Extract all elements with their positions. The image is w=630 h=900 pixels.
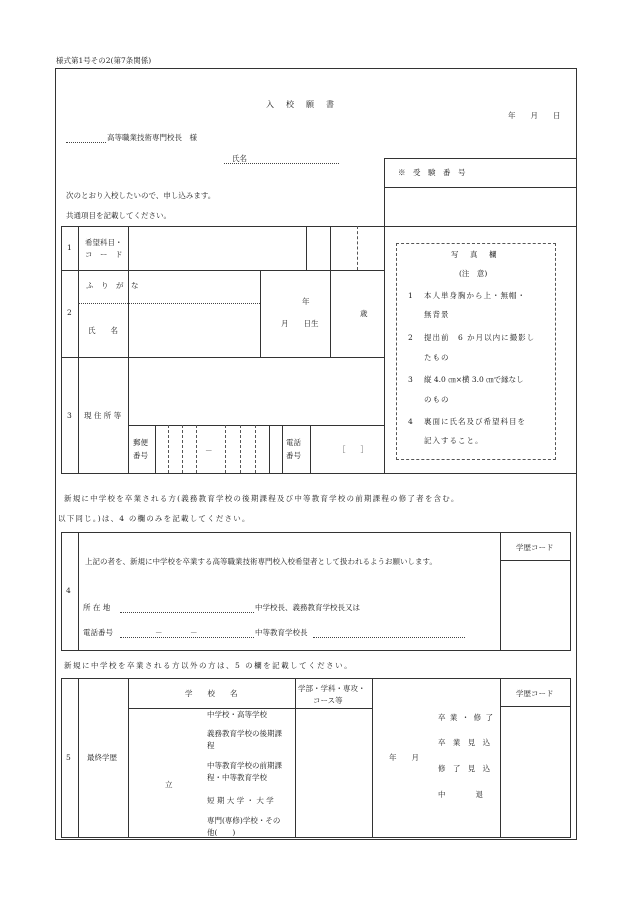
- applicant-name-label: 氏名: [232, 154, 247, 163]
- phone-label-b: 番号: [286, 451, 301, 460]
- school-type-5-line-2[interactable]: 他( ): [207, 828, 236, 837]
- section-5-number: 5: [66, 753, 71, 762]
- furigana-label: ふ り が な: [86, 281, 139, 290]
- photo-item-2-num: 2: [408, 333, 413, 342]
- addressee-label: 高等職業技術専門校長 様: [107, 133, 197, 142]
- postal-label-b: 番号: [133, 451, 148, 460]
- status-withdrawn[interactable]: 中 退: [438, 790, 483, 799]
- photo-item-3-line-2: のもの: [424, 395, 450, 404]
- school-name-header: 学 校 名: [185, 689, 238, 698]
- desired-course-label-a: 希望科目・: [85, 238, 123, 247]
- school-phone-dash-1: －: [155, 628, 163, 637]
- section-4-code-label: 学歴コード: [516, 543, 554, 552]
- photo-item-1-line-2: 無背景: [424, 310, 450, 319]
- birth-year-label[interactable]: 年: [302, 297, 310, 306]
- status-expected-graduation[interactable]: 卒 業 見 込: [438, 738, 493, 747]
- photo-item-2-line-1: 提出前 6 か月以内に撮影し: [424, 333, 536, 342]
- photo-item-1-line-1: 本人単身胸から上・無帽・: [424, 291, 526, 300]
- form-title: 入 校 願 書: [266, 100, 336, 109]
- photo-item-4-line-1: 裏面に氏名及び希望科目を: [424, 417, 526, 426]
- department-header-1: 学部・学科・専攻・: [298, 684, 366, 693]
- school-phone-dash-2: －: [190, 628, 198, 637]
- applicant-name-line[interactable]: [224, 163, 339, 164]
- section-1-number: 1: [67, 243, 72, 252]
- phone-label-a: 電話: [286, 438, 301, 447]
- exam-number-label: ※ 受 験 番 号: [398, 168, 466, 177]
- notice-5: 新規に中学校を卒業される方以外の方は、5 の欄を記載してください。: [64, 661, 354, 670]
- photo-item-1-num: 1: [408, 291, 413, 300]
- furigana-field[interactable]: [130, 272, 258, 301]
- section-3-number: 3: [67, 411, 72, 420]
- school-name-blank[interactable]: [66, 142, 106, 143]
- status-graduated[interactable]: 卒 業 ・ 修 了: [438, 713, 495, 722]
- school-type-1[interactable]: 中学校・高等学校: [207, 710, 267, 719]
- photo-item-3-line-1: 縦 4.0 ㎝×横 3.0 ㎝で縁なし: [424, 375, 524, 384]
- age-label[interactable]: 歳: [360, 309, 368, 318]
- school-type-5-line-1[interactable]: 専門(専修)学校・その: [207, 816, 281, 825]
- section-4-code-field[interactable]: [502, 562, 570, 650]
- department-field[interactable]: [297, 710, 370, 837]
- school-address-label: 所 在 地: [83, 603, 111, 612]
- application-date[interactable]: 年 月 日: [508, 111, 561, 120]
- school-type-4[interactable]: 短 期 大 学 ・ 大 学: [207, 796, 274, 805]
- name-field[interactable]: [130, 305, 258, 355]
- postal-dash: －: [205, 446, 213, 455]
- phone-brackets[interactable]: ［ ］: [338, 445, 368, 454]
- desired-course-field[interactable]: [130, 228, 304, 268]
- photo-title: 写 真 欄: [451, 250, 499, 259]
- photo-item-3-num: 3: [408, 375, 413, 384]
- section-5-code-label: 学歴コード: [516, 689, 554, 698]
- photo-item-2-line-2: たもの: [424, 353, 450, 362]
- principal-name-line[interactable]: [313, 637, 465, 638]
- exam-number-field[interactable]: [386, 189, 575, 225]
- section-4: [61, 532, 571, 651]
- status-expected-completion[interactable]: 修 了 見 込: [438, 764, 493, 773]
- section-2-number: 2: [67, 308, 72, 317]
- form-number: 様式第1号その2(第7条関係): [56, 56, 152, 65]
- intro-line-1: 次のとおり入校したいので、申し込みます。: [66, 191, 216, 200]
- school-address-line[interactable]: [120, 612, 254, 613]
- school-phone-label: 電話番号: [83, 628, 113, 637]
- section-5-code-field[interactable]: [502, 708, 570, 837]
- photo-item-4-line-2: 記入すること。: [424, 436, 484, 445]
- school-type-3-line-2[interactable]: 程・中等教育学校: [207, 773, 267, 782]
- postal-label-a: 郵便: [133, 438, 148, 447]
- school-type-2-line-2[interactable]: 程: [207, 741, 215, 750]
- notice-4-line-1: 新規に中学校を卒業される方(義務教育学校の後期課程及び中等教育学校の前期課程の修了者を含む。: [64, 494, 460, 503]
- graduation-year-month[interactable]: 年 月: [389, 753, 419, 762]
- intro-line-2: 共通項目を記載してください。: [66, 211, 171, 220]
- desired-course-label-b: コ ー ド: [85, 250, 123, 259]
- notice-4-line-2: 以下同じ。)は、4 の欄のみを記載してください。: [58, 514, 251, 523]
- photo-item-4-num: 4: [408, 417, 413, 426]
- department-header-2: コース等: [313, 696, 343, 705]
- course-code-field[interactable]: [308, 228, 383, 268]
- school-phone-line[interactable]: [120, 637, 254, 638]
- school-request-text: 上記の者を、新規に中学校を卒業する高等職業技術専門校入校希望者として扱われるようお願いします。: [85, 557, 437, 566]
- address-field[interactable]: [130, 359, 382, 423]
- school-type-3-line-1[interactable]: 中等教育学校の前期課: [207, 761, 282, 770]
- name-label: 氏 名: [88, 326, 118, 335]
- section-4-number: 4: [66, 586, 71, 595]
- birth-month-day-label[interactable]: 月 日生: [281, 319, 319, 328]
- photo-note: (注 意): [459, 269, 488, 278]
- school-type-2-line-1[interactable]: 義務教育学校の後期課: [207, 729, 282, 738]
- school-phone-suffix: 中等教育学校長: [255, 628, 308, 637]
- ritsu-label[interactable]: 立: [165, 780, 173, 789]
- school-address-suffix: 中学校長、義務教育学校長又は: [255, 603, 360, 612]
- final-education-label: 最終学歴: [87, 753, 117, 762]
- address-label: 現 住 所 等: [84, 411, 122, 420]
